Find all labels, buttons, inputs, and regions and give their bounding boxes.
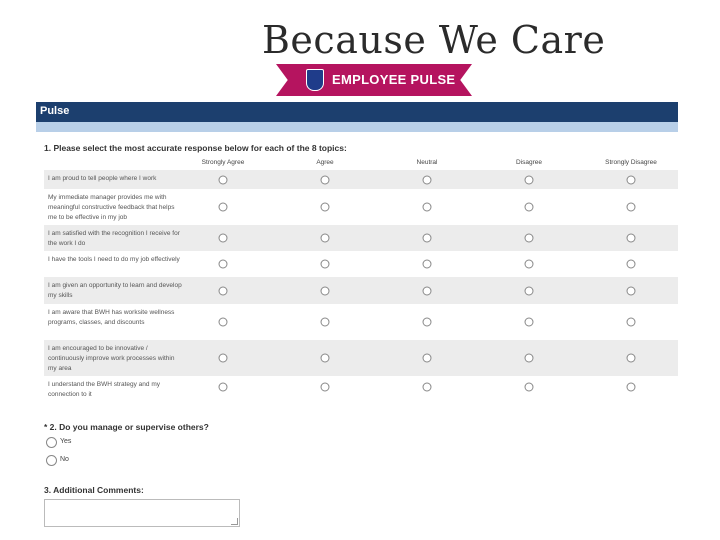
rating-radio[interactable] xyxy=(627,383,636,392)
matrix-row xyxy=(44,189,678,225)
because-we-care-logo: Because We Care xyxy=(262,18,606,62)
section-header-bar xyxy=(36,102,678,122)
rating-radio[interactable] xyxy=(219,176,228,185)
row-statement: I have the tools I need to do my job effectively xyxy=(48,256,180,263)
rating-radio[interactable] xyxy=(525,354,534,363)
rating-radio[interactable] xyxy=(321,318,330,327)
rating-radio[interactable] xyxy=(423,383,432,392)
matrix-row xyxy=(44,251,678,277)
rating-radio[interactable] xyxy=(219,287,228,296)
matrix-row xyxy=(44,340,678,376)
matrix-row xyxy=(44,170,678,189)
rating-radio[interactable] xyxy=(627,176,636,185)
hospital-shield-icon xyxy=(306,69,324,91)
q2-no-radio[interactable] xyxy=(46,455,57,466)
row-statement: I am encouraged to be innovative / continuously improve work processes within my area xyxy=(48,345,175,372)
rating-radio[interactable] xyxy=(525,383,534,392)
rating-radio[interactable] xyxy=(627,234,636,243)
rating-radio[interactable] xyxy=(219,383,228,392)
rating-radio[interactable] xyxy=(423,234,432,243)
rating-radio[interactable] xyxy=(423,354,432,363)
rating-radio[interactable] xyxy=(423,203,432,212)
rating-radio[interactable] xyxy=(627,260,636,269)
rating-radio[interactable] xyxy=(423,176,432,185)
resize-grip-icon[interactable] xyxy=(231,518,238,525)
rating-radio[interactable] xyxy=(627,203,636,212)
rating-radio[interactable] xyxy=(321,203,330,212)
rating-radio[interactable] xyxy=(219,318,228,327)
row-statement: I am proud to tell people where I work xyxy=(48,175,157,182)
rating-radio[interactable] xyxy=(525,260,534,269)
section-subbar xyxy=(36,122,678,132)
row-statement: My immediate manager provides me with meaningful constructive feedback that helps me to be effective in my job xyxy=(48,194,175,221)
rating-radio[interactable] xyxy=(423,287,432,296)
rating-radio[interactable] xyxy=(525,287,534,296)
rating-radio[interactable] xyxy=(321,234,330,243)
rating-radio[interactable] xyxy=(423,318,432,327)
rating-radio[interactable] xyxy=(219,260,228,269)
row-statement: I am satisfied with the recognition I receive for the work I do xyxy=(48,230,180,247)
column-header: Strongly Agree xyxy=(201,159,245,166)
row-statement: I am aware that BWH has worksite wellness programs, classes, and discounts xyxy=(48,309,175,326)
rating-radio[interactable] xyxy=(423,260,432,269)
column-header: Agree xyxy=(316,159,334,166)
row-statement: I understand the BWH strategy and my connection to it xyxy=(48,381,160,398)
question-3-title: 3. Additional Comments: xyxy=(44,485,144,495)
section-title: Pulse xyxy=(40,105,70,117)
rating-radio[interactable] xyxy=(321,260,330,269)
q2-yes-radio[interactable] xyxy=(46,437,57,448)
matrix-row xyxy=(44,277,678,304)
column-header: Neutral xyxy=(416,159,438,166)
column-header: Strongly Disagree xyxy=(605,159,657,166)
ribbon-content xyxy=(276,64,472,96)
column-header: Disagree xyxy=(515,159,543,166)
rating-radio[interactable] xyxy=(321,354,330,363)
matrix-row xyxy=(44,225,678,251)
ribbon-label: EMPLOYEE PULSE xyxy=(332,72,456,87)
q2-yes-label: Yes xyxy=(60,438,72,445)
rating-radio[interactable] xyxy=(525,318,534,327)
rating-radio[interactable] xyxy=(627,354,636,363)
row-statement: I am given an opportunity to learn and develop my skills xyxy=(48,282,182,299)
rating-radio[interactable] xyxy=(219,203,228,212)
rating-radio[interactable] xyxy=(525,203,534,212)
additional-comments-textarea[interactable] xyxy=(44,499,240,527)
rating-radio[interactable] xyxy=(219,354,228,363)
rating-radio[interactable] xyxy=(321,383,330,392)
matrix-row xyxy=(44,304,678,340)
rating-radio[interactable] xyxy=(627,318,636,327)
question-2-title: * 2. Do you manage or supervise others? xyxy=(44,422,209,432)
q2-no-label: No xyxy=(60,456,69,463)
rating-radio[interactable] xyxy=(321,176,330,185)
rating-radio[interactable] xyxy=(321,287,330,296)
rating-radio[interactable] xyxy=(525,234,534,243)
survey-header xyxy=(0,0,720,100)
matrix-row xyxy=(44,376,678,398)
rating-radio[interactable] xyxy=(525,176,534,185)
rating-radio[interactable] xyxy=(627,287,636,296)
rating-radio[interactable] xyxy=(219,234,228,243)
question-1-title: 1. Please select the most accurate response below for each of the 8 topics: xyxy=(44,143,347,153)
